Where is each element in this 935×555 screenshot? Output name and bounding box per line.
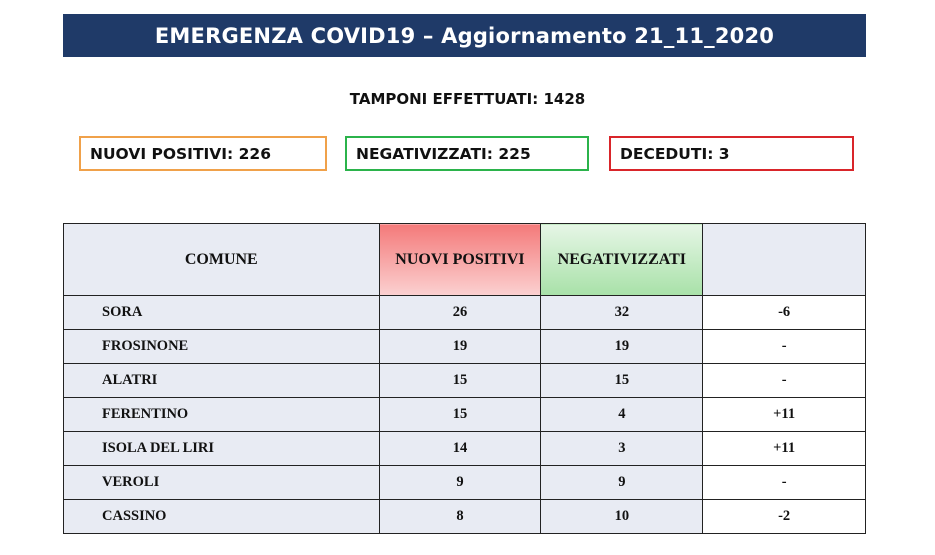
- differenza-cell: +11: [703, 398, 866, 432]
- deceduti-box: [609, 136, 854, 171]
- header-nuovi-positivi: NUOVI POSITIVI: [379, 224, 541, 296]
- nuovi-positivi-cell: 15: [379, 398, 541, 432]
- nuovi-positivi-cell: 19: [379, 330, 541, 364]
- table-row: [64, 296, 866, 330]
- table-row: [64, 432, 866, 466]
- table-header-row: [64, 224, 866, 296]
- deceduti-label: DECEDUTI: 3: [620, 144, 730, 163]
- table-row: [64, 364, 866, 398]
- comune-cell: FERENTINO: [64, 398, 380, 432]
- table-row: [64, 330, 866, 364]
- comune-cell: ALATRI: [64, 364, 380, 398]
- comuni-table: [63, 223, 866, 534]
- negativizzati-cell: 10: [541, 500, 703, 534]
- header-differenza: [703, 224, 866, 296]
- differenza-cell: +11: [703, 432, 866, 466]
- header-comune: COMUNE: [64, 224, 380, 296]
- comune-cell: FROSINONE: [64, 330, 380, 364]
- nuovi-positivi-box: [79, 136, 327, 171]
- comune-cell: SORA: [64, 296, 380, 330]
- negativizzati-cell: 3: [541, 432, 703, 466]
- table-row: [64, 398, 866, 432]
- differenza-cell: -: [703, 466, 866, 500]
- negativizzati-label: NEGATIVIZZATI: 225: [356, 144, 531, 163]
- nuovi-positivi-cell: 15: [379, 364, 541, 398]
- table-row: [64, 500, 866, 534]
- nuovi-positivi-label: NUOVI POSITIVI: 226: [90, 144, 271, 163]
- nuovi-positivi-cell: 14: [379, 432, 541, 466]
- header-negativizzati: NEGATIVIZZATI: [541, 224, 703, 296]
- nuovi-positivi-cell: 8: [379, 500, 541, 534]
- negativizzati-cell: 15: [541, 364, 703, 398]
- table-row: [64, 466, 866, 500]
- comune-cell: VEROLI: [64, 466, 380, 500]
- comune-cell: CASSINO: [64, 500, 380, 534]
- nuovi-positivi-cell: 26: [379, 296, 541, 330]
- page-title: EMERGENZA COVID19 – Aggiornamento 21_11_2020: [63, 14, 866, 57]
- differenza-cell: -: [703, 364, 866, 398]
- negativizzati-cell: 9: [541, 466, 703, 500]
- negativizzati-box: [345, 136, 589, 171]
- differenza-cell: -6: [703, 296, 866, 330]
- differenza-cell: -: [703, 330, 866, 364]
- negativizzati-cell: 4: [541, 398, 703, 432]
- tamponi-effettuati: TAMPONI EFFETTUATI: 1428: [349, 90, 586, 108]
- negativizzati-cell: 32: [541, 296, 703, 330]
- negativizzati-cell: 19: [541, 330, 703, 364]
- comune-cell: ISOLA DEL LIRI: [64, 432, 380, 466]
- nuovi-positivi-cell: 9: [379, 466, 541, 500]
- differenza-cell: -2: [703, 500, 866, 534]
